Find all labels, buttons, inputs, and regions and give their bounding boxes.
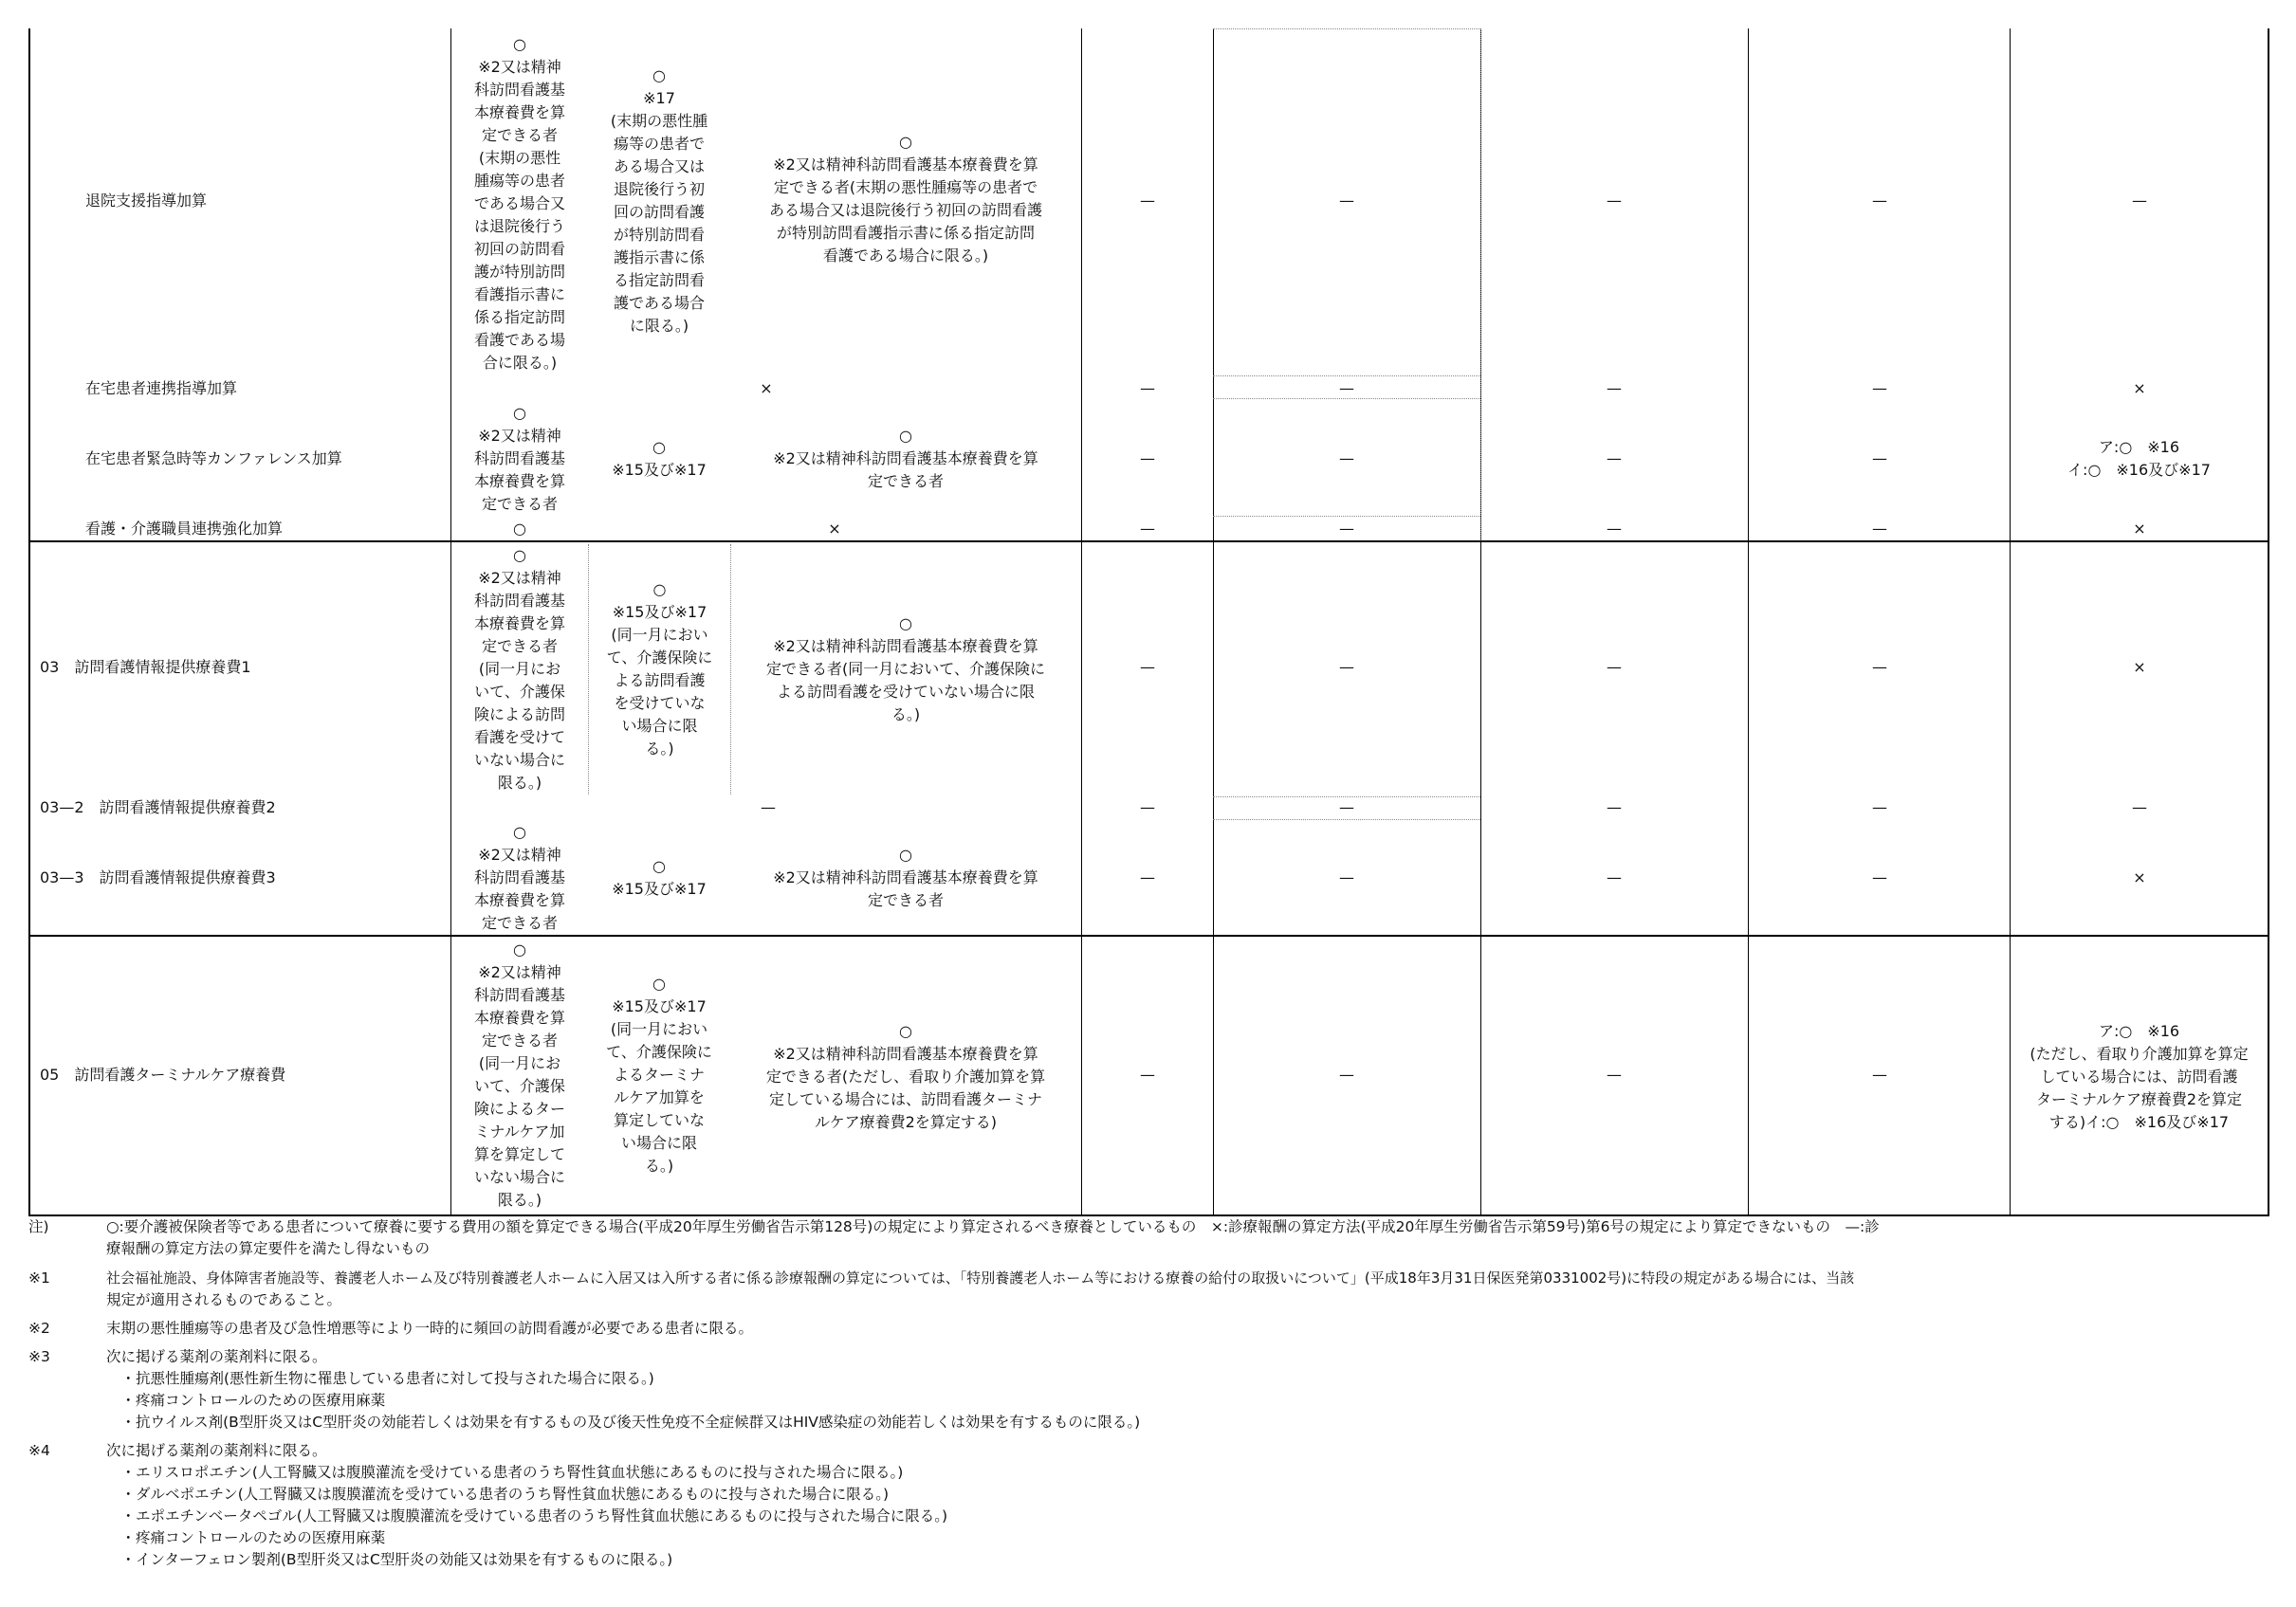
- cell-r8-d1: —: [1140, 1066, 1155, 1084]
- dotted-line: [1213, 375, 1480, 376]
- cell-r6-d3: —: [1607, 798, 1622, 816]
- note-line: ・疼痛コントロールのための医療用麻薬: [106, 1392, 386, 1409]
- note-line: 規定が適用されるものであること。: [106, 1291, 342, 1308]
- note-label: ※1: [28, 1269, 50, 1287]
- dotted-line: [1213, 796, 1480, 797]
- cell-r2-d5: ×: [2133, 379, 2146, 397]
- cell-r6-mid: —: [761, 798, 776, 816]
- row-label-joho-teikyo-2: 03—2 訪問看護情報提供療養費2: [40, 798, 276, 816]
- row-label-joho-teikyo-3: 03—3 訪問看護情報提供療養費3: [40, 868, 276, 886]
- cell-r7-d1: —: [1140, 868, 1155, 886]
- cell-r5-d5: ×: [2133, 658, 2146, 676]
- cell-r7-d5: ×: [2133, 868, 2146, 886]
- cell-r1-d2: —: [1339, 192, 1354, 210]
- cell-r5-d3: —: [1607, 658, 1622, 676]
- note-label: ※4: [28, 1442, 50, 1459]
- note-line: ・ダルベポエチン(人工腎臓又は腹膜灌流を受けている患者のうち腎性貧血状態にあるものに投与された場合に限る。): [106, 1486, 890, 1503]
- cell-r3-c2: ○ ※15及び※17: [612, 438, 707, 479]
- cell-r3-c3: ○ ※2又は精神科訪問看護基本療養費を算 定できる者: [773, 427, 1038, 490]
- col-line: [1748, 28, 1749, 1215]
- cell-r4-c1: ○: [513, 520, 526, 538]
- cell-r2-d4: —: [1872, 379, 1887, 397]
- cell-r2-mid: ×: [760, 379, 773, 397]
- note-line: ・抗ウイルス剤(B型肝炎又はC型肝炎の効能若しくは効果を有するもの及び後天性免疫不全症候群又はHIV感染症の効能若しくは効果を有するものに限る。): [106, 1414, 1141, 1431]
- section-divider: [28, 540, 2269, 542]
- note-line: 次に掲げる薬剤の薬剤料に限る。: [106, 1442, 327, 1459]
- cell-r3-d1: —: [1140, 449, 1155, 467]
- note-line: 療報酬の算定方法の算定要件を満たし得ないもの: [106, 1240, 431, 1257]
- cell-r4-mid: ×: [828, 520, 841, 538]
- cell-r5-c3: ○ ※2又は精神科訪問看護基本療養費を算 定できる者(同一月において、介護保険に よる訪問看護を受けていない場合に限 る。): [766, 614, 1045, 723]
- cell-r8-d4: —: [1872, 1066, 1887, 1084]
- cell-r6-d1: —: [1140, 798, 1155, 816]
- cell-r7-d3: —: [1607, 868, 1622, 886]
- cell-r7-c3: ○ ※2又は精神科訪問看護基本療養費を算 定できる者: [773, 846, 1038, 909]
- cell-r4-d5: ×: [2133, 520, 2146, 538]
- note-line: ・エポエチンベータペゴル(人工腎臓又は腹膜灌流を受けている患者のうち腎性貧血状態にあるものに投与された場合に限る。): [106, 1507, 948, 1525]
- cell-r8-d5: ア:○ ※16 (ただし、看取り介護加算を算定 している場合には、訪問看護 ターミナルケア療養費2を算定 する)イ:○ ※16及び※17: [2030, 1022, 2249, 1131]
- row-label-taiin-shien: 退院支援指導加算: [85, 192, 208, 210]
- cell-r1-d1: —: [1140, 192, 1155, 210]
- cell-r1-d5: —: [2132, 192, 2147, 210]
- dotted-line: [1213, 516, 1480, 517]
- cell-r4-d4: —: [1872, 520, 1887, 538]
- cell-r8-c2: ○ ※15及び※17 (同一月におい て、介護保険に よるターミナ ルケア加算を 算定していな い場合に限 る。): [606, 975, 712, 1175]
- cell-r5-d4: —: [1872, 658, 1887, 676]
- cell-r8-c1: ○ ※2又は精神 科訪問看護基 本療養費を算 定できる者 (同一月にお いて、介護保 険によるター ミナルケア加 算を算定して いない場合に 限る。): [473, 940, 565, 1209]
- cell-r7-d4: —: [1872, 868, 1887, 886]
- note-line: 末期の悪性腫瘍等の患者及び急性増悪等により一時的に頻回の訪問看護が必要である患者に限る。: [106, 1320, 754, 1337]
- cell-r3-d2: —: [1339, 449, 1354, 467]
- note-label: ※2: [28, 1320, 50, 1337]
- cell-r1-c2: ○ ※17 (末期の悪性腫 瘍等の患者で ある場合又は 退院後行う初 回の訪問看護 が特別訪問看 護指示書に係 る指定訪問看 護である場合 に限る。): [610, 66, 708, 335]
- cell-r2-d3: —: [1607, 379, 1622, 397]
- cell-r5-d1: —: [1140, 658, 1155, 676]
- cell-r5-c2: ○ ※15及び※17 (同一月におい て、介護保険に よる訪問看護 を受けていな い場合に限 る。): [606, 580, 713, 758]
- cell-r1-d4: —: [1872, 192, 1887, 210]
- note-line: 社会福祉施設、身体障害者施設等、養護老人ホーム及び特別養護老人ホームに入居又は入所する者に係る診療報酬の算定については、「特別養護老人ホーム等における療養の給付の取扱いについて」(平成18年3月31日保医発第0331002号)に特段の規定がある場合には、当該: [106, 1269, 1855, 1287]
- note-label: ※3: [28, 1348, 50, 1365]
- cell-r3-d4: —: [1872, 449, 1887, 467]
- cell-r5-d2: —: [1339, 658, 1354, 676]
- cell-r3-d5: ア:○ ※16 イ:○ ※16及び※17: [2067, 438, 2211, 479]
- note-line: 次に掲げる薬剤の薬剤料に限る。: [106, 1348, 327, 1365]
- dotted-line: [730, 544, 731, 794]
- row-label-terminal-care: 05 訪問看護ターミナルケア療養費: [40, 1066, 286, 1084]
- section-divider: [28, 935, 2269, 937]
- note-line: ・疼痛コントロールのための医療用麻薬: [106, 1529, 386, 1546]
- cell-r4-d2: —: [1339, 520, 1354, 538]
- dotted-line: [1480, 28, 1481, 540]
- cell-r8-d2: —: [1339, 1066, 1354, 1084]
- note-line: ○:要介護被保険者等である患者について療養に要する費用の額を算定できる場合(平成20年厚生労働省告示第128号)の規定により算定されるべき療養としているもの ×:診療報酬の算定方法(平成20年厚生労働省告示第59号)第6号の規定により算定できないもの —:診: [106, 1218, 1880, 1235]
- dotted-line: [1213, 398, 1480, 399]
- row-label-conference: 在宅患者緊急時等カンファレンス加算: [85, 449, 342, 467]
- note-line: ・エリスロポエチン(人工腎臓又は腹膜灌流を受けている患者のうち腎性貧血状態にあるものに投与された場合に限る。): [106, 1464, 904, 1481]
- col-line: [1213, 28, 1214, 1215]
- cell-r3-d3: —: [1607, 449, 1622, 467]
- cell-r5-c1: ○ ※2又は精神 科訪問看護基 本療養費を算 定できる者 (同一月にお いて、介護保 険による訪問 看護を受けて いない場合に 限る。): [473, 546, 565, 792]
- cell-r8-c3: ○ ※2又は精神科訪問看護基本療養費を算 定できる者(ただし、看取り介護加算を算 定している場合には、訪問看護ターミナ ルケア療養費2を算定する): [765, 1022, 1046, 1131]
- cell-r6-d4: —: [1872, 798, 1887, 816]
- note-line: ・抗悪性腫瘍剤(悪性新生物に罹患している患者に対して投与された場合に限る。): [106, 1370, 654, 1387]
- row-label-joho-teikyo-1: 03 訪問看護情報提供療養費1: [40, 658, 251, 676]
- dotted-line: [1213, 28, 1480, 29]
- table-right-border: [2268, 28, 2269, 1215]
- dotted-line: [1213, 819, 1480, 820]
- cell-r4-d3: —: [1607, 520, 1622, 538]
- cell-r4-d1: —: [1140, 520, 1155, 538]
- note-line: ・インターフェロン製剤(B型肝炎又はC型肝炎の効能又は効果を有するものに限る。): [106, 1551, 673, 1568]
- note-label: 注): [28, 1218, 49, 1235]
- row-label-renkei-shido: 在宅患者連携指導加算: [85, 379, 238, 397]
- cell-r6-d2: —: [1339, 798, 1354, 816]
- cell-r1-c1: ○ ※2又は精神 科訪問看護基 本療養費を算 定できる者 (末期の悪性 腫瘍等の患者 である場合又 は退院後行う 初回の訪問看 護が特別訪問 看護指示書に 係る指定訪問 看護である場 合に限る。): [473, 35, 565, 372]
- col-line: [1081, 28, 1082, 1215]
- row-label-renkei-kyoka: 看護・介護職員連携強化加算: [85, 520, 284, 538]
- cell-r7-c1: ○ ※2又は精神 科訪問看護基 本療養費を算 定できる者: [473, 823, 565, 932]
- cell-r3-c1: ○ ※2又は精神 科訪問看護基 本療養費を算 定できる者: [473, 404, 565, 513]
- cell-r1-c3: ○ ※2又は精神科訪問看護基本療養費を算 定できる者(末期の悪性腫瘍等の患者で ある場合又は退院後行う初回の訪問看護 が特別訪問看護指示書に係る指定訪問 看護である場合に限る。): [768, 133, 1042, 265]
- cell-r1-d3: —: [1607, 192, 1622, 210]
- cell-r7-d2: —: [1339, 868, 1354, 886]
- cell-r7-c2: ○ ※15及び※17: [612, 857, 707, 898]
- table-left-border: [28, 28, 30, 1215]
- cell-r6-d5: —: [2132, 798, 2147, 816]
- cell-r8-d3: —: [1607, 1066, 1622, 1084]
- cell-r2-d1: —: [1140, 379, 1155, 397]
- cell-r2-d2: —: [1339, 379, 1354, 397]
